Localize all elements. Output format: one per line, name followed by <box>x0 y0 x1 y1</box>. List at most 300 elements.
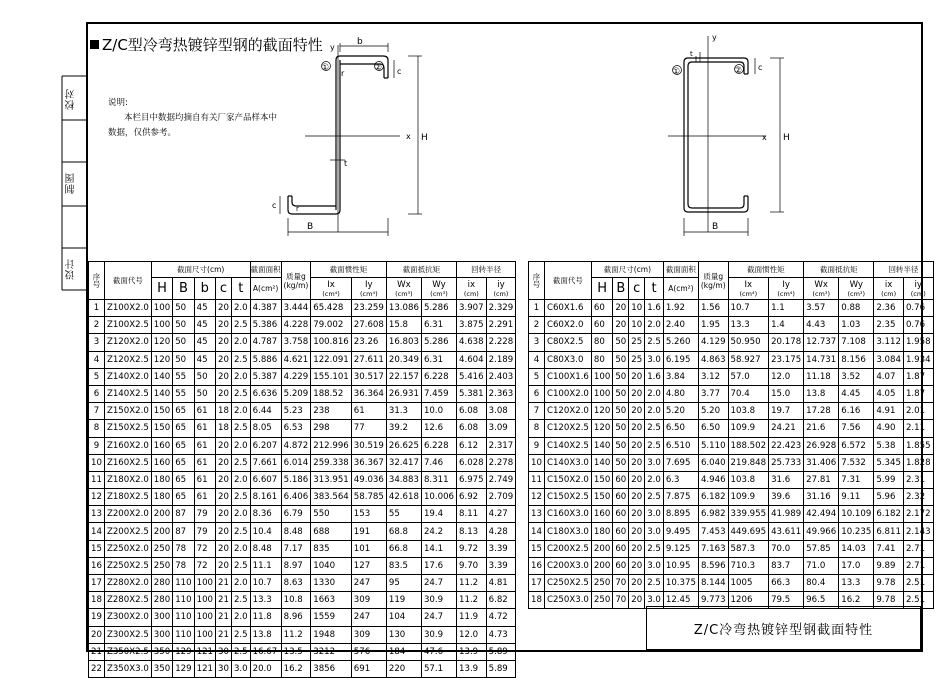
z-table-cell: 16.803 <box>386 334 421 351</box>
z-header-ix-unit: (cm) <box>463 289 479 298</box>
z-label-t: t <box>344 159 348 168</box>
c-table-cell: 6.195 <box>663 351 698 368</box>
c-table-cell: 8.895 <box>663 506 698 523</box>
c-header-iy-label: iy <box>914 279 922 290</box>
z-table-cell: 11.2 <box>457 592 487 609</box>
c-table-cell: 60 <box>613 489 629 506</box>
c-table-cell: 3 <box>529 334 545 351</box>
c-table-cell: C80X3.0 <box>544 351 591 368</box>
c-table-cell: 2.31 <box>903 471 933 488</box>
c-table-cell: C100X2.0 <box>544 385 591 402</box>
z-table-cell: 2.363 <box>486 385 516 402</box>
z-table-cell: 2.0 <box>231 334 250 351</box>
z-table-cell: 7.661 <box>250 454 281 471</box>
c-table-cell: 5.345 <box>874 454 904 471</box>
c-table-cell: 8 <box>529 420 545 437</box>
z-table-cell: 2.5 <box>231 643 250 660</box>
z-header-t: t <box>231 278 250 300</box>
z-header-Ix <box>311 278 352 300</box>
z-table-cell: 5.381 <box>457 385 487 402</box>
c-table-cell: 3.0 <box>645 557 664 574</box>
c-table-row <box>529 575 934 592</box>
c-table-cell: 20 <box>629 385 645 402</box>
c-table-cell: 3.0 <box>645 506 664 523</box>
c-table-cell: 9.78 <box>874 592 904 609</box>
c-table-cell: 20 <box>629 368 645 385</box>
c-table-cell: 4.05 <box>874 385 904 402</box>
c-table-cell: 79.5 <box>769 592 804 609</box>
z-table-cell: 100 <box>194 626 215 643</box>
z-table-cell: 10.4 <box>250 523 281 540</box>
z-table-cell: 247 <box>351 575 386 592</box>
z-table-cell: 127 <box>351 557 386 574</box>
c-table-cell: 50 <box>613 385 629 402</box>
side-label-design: 设计 <box>66 258 77 280</box>
c-header-mass <box>698 262 728 300</box>
c-table-cell: 70 <box>613 592 629 609</box>
z-table-cell: 8.11 <box>457 506 487 523</box>
c-label-H: H <box>783 133 790 143</box>
c-table-cell: 3.112 <box>874 334 904 351</box>
c-table-cell: 12.45 <box>663 592 698 609</box>
z-table-cell: 2.329 <box>486 300 516 317</box>
c-table-cell: 103.8 <box>728 403 769 420</box>
z-table-cell: Z280X2.5 <box>104 592 151 609</box>
z-table-cell: 12 <box>89 489 105 506</box>
c-header-mass-label: 质量g <box>703 272 724 281</box>
z-table-row <box>89 609 516 626</box>
z-table-cell: 191 <box>351 523 386 540</box>
c-table-cell: 20 <box>629 557 645 574</box>
z-table-cell: 4.872 <box>281 437 311 454</box>
z-table-cell: 2.5 <box>231 592 250 609</box>
c-table-cell: 10 <box>629 317 645 334</box>
z-table-cell: 16.2 <box>281 660 311 677</box>
z-label-r: r <box>341 69 345 78</box>
c-table-cell: 0.76 <box>903 317 933 334</box>
c-table-cell: 7.163 <box>698 540 728 557</box>
z-table-cell: 72 <box>194 557 215 574</box>
side-label-check: 校对 <box>66 88 77 110</box>
c-header-Wx-label: Wx <box>814 279 828 290</box>
z-table-cell: 280 <box>151 592 172 609</box>
z-table-cell: 3.39 <box>486 557 516 574</box>
z-table-cell: 2.709 <box>486 489 516 506</box>
z-table-cell: 45 <box>194 317 215 334</box>
z-table-cell: 2.189 <box>486 351 516 368</box>
z-table-cell: Z280X2.0 <box>104 575 151 592</box>
c-table-cell: 2.5 <box>645 540 664 557</box>
c-table-cell: 2.0 <box>645 471 664 488</box>
z-table-cell: 13.086 <box>386 300 421 317</box>
z-table-cell: 27.608 <box>351 317 386 334</box>
c-table-cell: 2.0 <box>645 403 664 420</box>
z-table-cell: 87 <box>173 506 194 523</box>
c-table-cell: 4 <box>529 351 545 368</box>
z-table-cell: 4.72 <box>486 609 516 626</box>
c-header-area-sym: A(cm²) <box>663 278 698 300</box>
c-table-cell: C80X2.5 <box>544 334 591 351</box>
z-table-cell: 61 <box>194 420 215 437</box>
c-table-cell: 60 <box>591 300 612 317</box>
c-table-cell: 22.423 <box>769 437 804 454</box>
c-table-cell: 4.43 <box>804 317 839 334</box>
z-table-cell: 5.89 <box>486 643 516 660</box>
z-table-cell: 58.785 <box>351 489 386 506</box>
z-label-B: B <box>307 222 314 232</box>
z-table-cell: 110 <box>173 626 194 643</box>
z-table-cell: 160 <box>151 437 172 454</box>
z-table-cell: 6.31 <box>421 351 456 368</box>
c-table-cell: 50 <box>613 420 629 437</box>
z-table-cell: 8 <box>89 420 105 437</box>
c-table-cell: 1 <box>529 300 545 317</box>
c-header-Ix-label: Ix <box>744 279 753 290</box>
z-header-Ix-unit: (cm⁴) <box>322 289 340 298</box>
z-header-Iy-label: Iy <box>365 279 373 290</box>
z-table-cell: 13.8 <box>250 626 281 643</box>
z-table-cell: 6.08 <box>457 420 487 437</box>
z-table-cell: 20.0 <box>250 660 281 677</box>
z-table-row <box>89 420 516 437</box>
z-table-cell: 259.338 <box>311 454 352 471</box>
z-table-cell: 57.1 <box>421 660 456 677</box>
c-table-cell: 5.20 <box>698 403 728 420</box>
c-table-cell: 1.855 <box>903 437 933 454</box>
c-table-cell: 100 <box>591 368 612 385</box>
z-table-cell: 10.8 <box>281 592 311 609</box>
z-table-cell: 6.12 <box>457 437 487 454</box>
z-table-cell: 30 <box>216 643 232 660</box>
z-table-row <box>89 385 516 402</box>
c-table-cell: 6.040 <box>698 454 728 471</box>
c-table-cell: 26.928 <box>804 437 839 454</box>
z-section-table <box>88 261 516 678</box>
z-table-cell: 7 <box>89 403 105 420</box>
z-table-cell: 39.2 <box>386 420 421 437</box>
c-header-Ix <box>728 278 769 300</box>
z-header-area: 截面面积 <box>250 262 281 278</box>
z-header-iy-label: iy <box>497 279 505 290</box>
z-table-cell: 47.6 <box>421 643 456 660</box>
z-table-cell: 8.13 <box>457 523 487 540</box>
c-table-cell: 13.8 <box>804 385 839 402</box>
z-table-cell: 78 <box>173 540 194 557</box>
c-table-row <box>529 437 934 454</box>
z-table-cell: 250 <box>151 540 172 557</box>
z-table-cell: 150 <box>151 403 172 420</box>
c-table-cell: 10 <box>529 454 545 471</box>
c-table-cell: C250X3.0 <box>544 592 591 609</box>
c-table-cell: 6.510 <box>663 437 698 454</box>
z-table-cell: 101 <box>351 540 386 557</box>
z-header-ix <box>457 278 487 300</box>
c-table-cell: 50 <box>613 334 629 351</box>
c-table-cell: 200 <box>591 557 612 574</box>
z-table-cell: 17 <box>89 575 105 592</box>
z-table-row <box>89 643 516 660</box>
z-table-cell: 2.5 <box>231 420 250 437</box>
c-table-cell: 120 <box>591 420 612 437</box>
z-table-cell: 129 <box>173 660 194 677</box>
c-table-cell: 3.57 <box>804 300 839 317</box>
z-table-cell: 155.101 <box>311 368 352 385</box>
z-table-cell: Z160X2.0 <box>104 437 151 454</box>
z-table-row <box>89 351 516 368</box>
z-table-cell: 3.907 <box>457 300 487 317</box>
z-table-cell: 10.0 <box>421 403 456 420</box>
z-table-cell: 14 <box>89 523 105 540</box>
c-table-cell: 3.0 <box>645 351 664 368</box>
z-table-cell: 6.08 <box>457 403 487 420</box>
c-header-Iy <box>769 278 804 300</box>
z-table-cell: 14.1 <box>421 540 456 557</box>
c-table-cell: 27.81 <box>804 471 839 488</box>
z-table-cell: 65 <box>173 403 194 420</box>
c-table-cell: 6 <box>529 385 545 402</box>
c-table-cell: 6.182 <box>874 506 904 523</box>
z-table-cell: 2.5 <box>231 523 250 540</box>
z-header-Wx-label: Wx <box>397 279 411 290</box>
c-table-cell: 80.4 <box>804 575 839 592</box>
c-header-dims: 截面尺寸(cm) <box>591 262 663 278</box>
z-table-cell: 30.9 <box>421 626 456 643</box>
c-table-cell: 2.32 <box>903 489 933 506</box>
note-line-1: 本栏目中数据均摘自有关厂家产品样本中 <box>124 113 278 123</box>
z-table-row <box>89 540 516 557</box>
z-table-cell: Z300X2.0 <box>104 609 151 626</box>
z-table-cell: 5.186 <box>281 471 311 488</box>
c-table-row <box>529 385 934 402</box>
z-table-cell: 5.286 <box>421 334 456 351</box>
z-label-c-bottom: c <box>272 201 277 210</box>
c-table-cell: 150 <box>591 471 612 488</box>
c-table-cell: 19.7 <box>769 403 804 420</box>
z-table-row <box>89 592 516 609</box>
z-table-cell: Z250X2.0 <box>104 540 151 557</box>
z-table-cell: 11.9 <box>457 609 487 626</box>
z-table-cell: 13 <box>89 506 105 523</box>
z-table-cell: 50 <box>173 317 194 334</box>
z-table-cell: 13.3 <box>250 592 281 609</box>
c-table-cell: 20 <box>629 540 645 557</box>
title-block <box>646 606 921 650</box>
z-table-cell: 78 <box>173 557 194 574</box>
c-table-cell: 6.16 <box>839 403 874 420</box>
c-table-cell: 1206 <box>728 592 769 609</box>
z-table-cell: 61 <box>194 454 215 471</box>
z-table-cell: 13.5 <box>281 643 311 660</box>
z-table-cell: 2.403 <box>486 368 516 385</box>
z-table-cell: 8.48 <box>250 540 281 557</box>
z-table-cell: 31.3 <box>386 403 421 420</box>
c-table-cell: 180 <box>591 523 612 540</box>
c-table-cell: 5.38 <box>874 437 904 454</box>
c-table-cell: 31.6 <box>769 471 804 488</box>
c-table-cell: 4.129 <box>698 334 728 351</box>
c-table-cell: 50 <box>613 368 629 385</box>
c-table-cell: 2.11 <box>903 420 933 437</box>
z-table-row <box>89 334 516 351</box>
c-table-row <box>529 557 934 574</box>
z-table-cell: 188.52 <box>311 385 352 402</box>
z-table-cell: 36.367 <box>351 454 386 471</box>
c-table-cell: 4.80 <box>663 385 698 402</box>
z-table-cell: 20.349 <box>386 351 421 368</box>
z-table-cell: 180 <box>151 471 172 488</box>
z-table-cell: 22 <box>89 660 105 677</box>
c-table-cell: 31.406 <box>804 454 839 471</box>
c-table-row <box>529 523 934 540</box>
c-table-cell: 1.87 <box>903 368 933 385</box>
c-table-cell: 6.182 <box>698 489 728 506</box>
z-label-b: b <box>357 37 363 47</box>
c-table-cell: 25 <box>629 334 645 351</box>
c-table-cell: 10.95 <box>663 557 698 574</box>
z-table-cell: 8.63 <box>281 575 311 592</box>
c-table-cell: 2.5 <box>645 437 664 454</box>
z-table-cell: 8.48 <box>281 523 311 540</box>
c-table-row <box>529 368 934 385</box>
c-table-cell: 58.927 <box>728 351 769 368</box>
c-table-cell: 7.41 <box>874 540 904 557</box>
z-table-cell: 300 <box>151 609 172 626</box>
c-table-cell: 2.5 <box>645 489 664 506</box>
z-table-cell: 200 <box>151 523 172 540</box>
z-table-cell: 4.228 <box>281 317 311 334</box>
z-table-cell: 4.387 <box>250 300 281 317</box>
c-table-cell: 39.6 <box>769 489 804 506</box>
z-table-cell: 20 <box>89 626 105 643</box>
z-table-cell: 9 <box>89 437 105 454</box>
c-header-c: c <box>629 278 645 300</box>
z-table-cell: 30.517 <box>351 368 386 385</box>
c-table-cell: 4.91 <box>874 403 904 420</box>
z-table-cell: 22.157 <box>386 368 421 385</box>
z-table-cell: 6.53 <box>281 420 311 437</box>
c-table-cell: 4.946 <box>698 471 728 488</box>
z-table-cell: 19 <box>89 609 105 626</box>
c-table-cell: 60 <box>613 506 629 523</box>
z-table-cell: 3.444 <box>281 300 311 317</box>
c-header-Wy <box>839 278 874 300</box>
c-table-cell: 587.3 <box>728 540 769 557</box>
c-table-cell: 96.5 <box>804 592 839 609</box>
z-header-Wx-unit: (cm³) <box>395 289 413 298</box>
z-header-ix-label: ix <box>467 279 476 290</box>
z-table-cell: 45 <box>194 351 215 368</box>
c-header-mass-unit: (kg/m) <box>700 281 726 290</box>
z-table-cell: 45 <box>194 300 215 317</box>
z-table-cell: 8.161 <box>250 489 281 506</box>
z-table-cell: Z100X2.0 <box>104 300 151 317</box>
z-table-cell: 2.5 <box>231 626 250 643</box>
z-table-cell: 65.428 <box>311 300 352 317</box>
c-table-cell: 6.572 <box>839 437 874 454</box>
c-header-ix-unit: (cm) <box>881 289 897 298</box>
z-table-cell: 61 <box>194 437 215 454</box>
c-table-cell: 9.11 <box>839 489 874 506</box>
c-table-cell: 5.110 <box>698 437 728 454</box>
c-table-cell: 150 <box>591 489 612 506</box>
z-table-cell: 13.9 <box>457 660 487 677</box>
z-table-row <box>89 454 516 471</box>
c-table-cell: 20 <box>613 300 629 317</box>
c-table-cell: 50 <box>613 403 629 420</box>
c-table-cell: 8.156 <box>839 351 874 368</box>
z-table-cell: 21 <box>89 643 105 660</box>
z-table-cell: Z350X2.5 <box>104 643 151 660</box>
c-header-Wx-unit: (cm³) <box>812 289 830 298</box>
c-table-cell: 1.03 <box>839 317 874 334</box>
c-table-cell: C250X2.5 <box>544 575 591 592</box>
z-table-cell: 2.0 <box>231 506 250 523</box>
z-table-cell: 160 <box>151 454 172 471</box>
z-table-cell: Z100X2.5 <box>104 317 151 334</box>
c-table-cell: C150X2.0 <box>544 471 591 488</box>
z-table-cell: Z350X3.0 <box>104 660 151 677</box>
z-table-cell: 121 <box>194 660 215 677</box>
z-table-row <box>89 523 516 540</box>
z-table-cell: 24.7 <box>421 575 456 592</box>
c-table-cell: 7.108 <box>839 334 874 351</box>
z-table-cell: Z140X2.5 <box>104 385 151 402</box>
z-table-cell: 34.883 <box>386 471 421 488</box>
z-table-row <box>89 471 516 488</box>
z-label-c2: ② <box>374 63 383 73</box>
z-table-cell: 7.459 <box>421 385 456 402</box>
z-table-cell: 30 <box>216 660 232 677</box>
c-label-x: x <box>762 133 767 142</box>
c-table-cell: 15.0 <box>769 385 804 402</box>
c-table-cell: 5 <box>529 368 545 385</box>
z-label-H: H <box>421 133 428 143</box>
z-table-cell: 3.0 <box>231 660 250 677</box>
z-table-cell: 1559 <box>311 609 352 626</box>
z-table-cell: 79 <box>194 506 215 523</box>
z-table-cell: 45 <box>194 334 215 351</box>
z-table-cell: 65 <box>173 471 194 488</box>
z-table-cell: 16.67 <box>250 643 281 660</box>
c-table-cell: 20 <box>629 471 645 488</box>
c-table-cell: 12 <box>529 489 545 506</box>
c-table-cell: 3.0 <box>645 592 664 609</box>
note-line-2: 数据，仅供参考。 <box>108 128 177 138</box>
c-table-cell: C120X2.0 <box>544 403 591 420</box>
z-table-cell: 61 <box>194 403 215 420</box>
z-header-area-sym: A(cm²) <box>250 278 281 300</box>
z-table-cell: 1948 <box>311 626 352 643</box>
z-table-cell: 3.758 <box>281 334 311 351</box>
z-table-cell: 42.618 <box>386 489 421 506</box>
c-header-t: t <box>645 278 664 300</box>
z-table-cell: 18 <box>216 403 232 420</box>
z-table-cell: 2.0 <box>231 437 250 454</box>
c-table-cell: 70 <box>613 575 629 592</box>
c-table-cell: C160X3.0 <box>544 506 591 523</box>
z-table-cell: 6.31 <box>421 317 456 334</box>
c-header-Ix-unit: (cm⁴) <box>739 289 758 298</box>
c-table-cell: 42.494 <box>804 506 839 523</box>
c-table-row <box>529 454 934 471</box>
z-table-cell: 21 <box>216 609 232 626</box>
c-table-cell: 6.811 <box>874 523 904 540</box>
z-table-cell: 5.386 <box>250 317 281 334</box>
z-table-cell: 3856 <box>311 660 352 677</box>
z-label-y: y <box>330 43 335 52</box>
c-table-cell: 3.12 <box>698 368 728 385</box>
page-title <box>90 34 323 55</box>
